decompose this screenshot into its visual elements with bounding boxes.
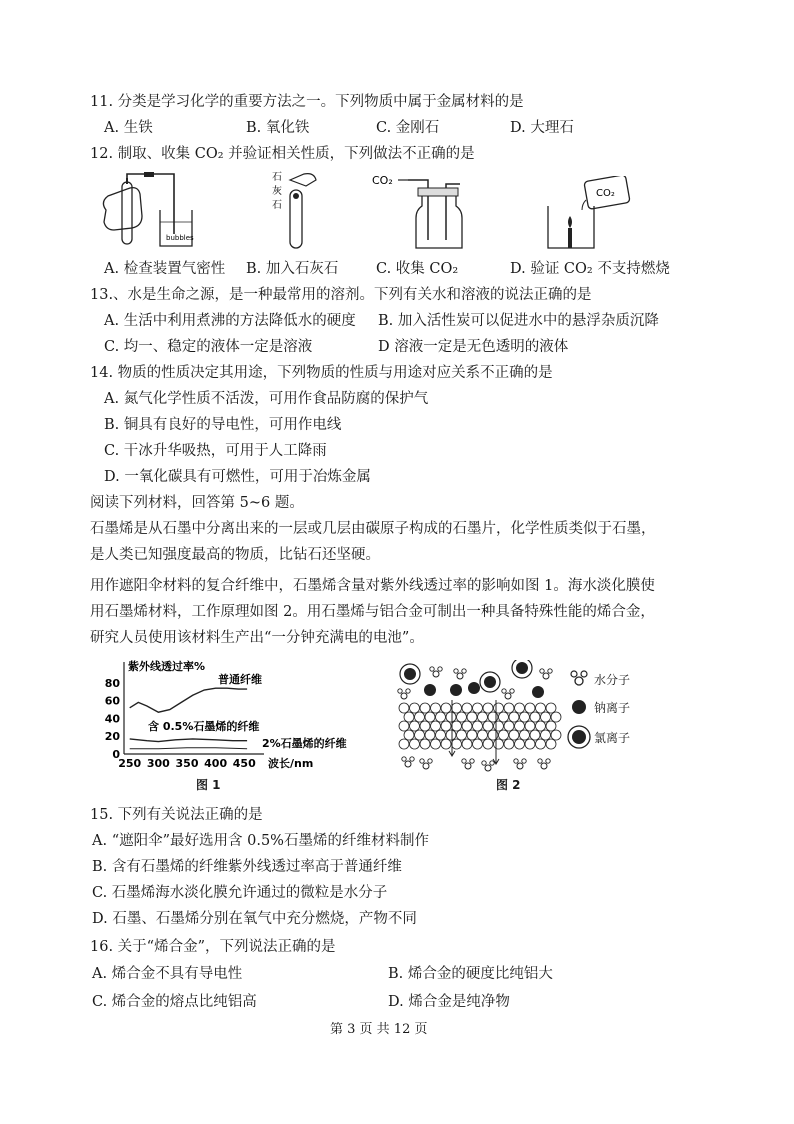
x-tick-label: 400 (204, 757, 228, 770)
graphene-cell (483, 703, 493, 713)
graphene-cell (452, 721, 462, 731)
graphene-cell (520, 712, 530, 722)
x-tick-label: 350 (175, 757, 199, 770)
water-molecule (485, 765, 491, 771)
graphene-cell (399, 721, 409, 731)
q15-option-c: C. 石墨烯海水淡化膜允许通过的微粒是水分子 (92, 885, 388, 901)
graphene-cell (420, 721, 430, 731)
series-label-3: 2%石墨烯的纤维 (262, 736, 347, 750)
sodium-ion (532, 686, 544, 698)
graphene-cell (399, 739, 409, 749)
graphene-cell (436, 730, 446, 740)
graphene-cell (546, 703, 556, 713)
q12-option-b: B. 加入石灰石 (246, 261, 339, 277)
graphene-cell (520, 730, 530, 740)
passage-p2-line3: 研究人员使用该材料生产出“一分钟充满电的电池”。 (90, 630, 424, 646)
svg-text:灰: 灰 (272, 186, 282, 197)
q11-option-a: A. 生铁 (104, 120, 153, 136)
graphene-cell (452, 703, 462, 713)
graphene-cell (494, 721, 504, 731)
graphene-cell (441, 739, 451, 749)
graphene-cell (525, 703, 535, 713)
graphene-cell (515, 739, 525, 749)
series-label-1: 普通纤维 (218, 672, 262, 686)
q12-option-c: C. 收集 CO₂ (376, 261, 459, 277)
add-limestone-figure (268, 166, 328, 252)
graphene-cell (494, 739, 504, 749)
y-tick-label: 0 (112, 748, 120, 761)
q13-option-b: B. 加入活性炭可以促进水中的悬浮杂质沉降 (378, 313, 659, 329)
q13-stem: 13.、水是生命之源，是一种最常用的溶剂。下列有关水和溶液的说法正确的是 (90, 287, 592, 303)
graphene-cell (515, 703, 525, 713)
passage-p2-line1: 用作遮阳伞材料的复合纤维中，石墨烯含量对紫外线透过率的影响如图 1。海水淡化膜使 (90, 578, 655, 594)
uv-transmittance-chart (96, 654, 386, 772)
graphene-cell (462, 703, 472, 713)
graphene-cell (420, 739, 430, 749)
graphene-cell (404, 730, 414, 740)
q16-stem: 16. 关于“烯合金”，下列说法正确的是 (90, 939, 336, 955)
graphene-cell (431, 703, 441, 713)
graphene-cell (536, 703, 546, 713)
fig-c-label: CO₂ (372, 174, 393, 187)
fig-d-label: CO₂ (596, 188, 615, 199)
graphene-cell (551, 712, 561, 722)
graphene-cell (536, 721, 546, 731)
y-tick-label: 60 (104, 694, 120, 708)
graphene-cell (467, 730, 477, 740)
graphene-cell (441, 721, 451, 731)
q11-stem: 11. 分类是学习化学的重要方法之一。下列物质中属于金属材料的是 (90, 94, 524, 110)
water-molecule (517, 763, 523, 769)
graphene-cell (457, 712, 467, 722)
y-axis-label: 紫外线透过率% (128, 660, 206, 673)
graphene-cell (441, 703, 451, 713)
sodium-ion (424, 684, 436, 696)
q12-option-d: D. 验证 CO₂ 不支持燃烧 (510, 261, 670, 277)
q11-option-d: D. 大理石 (510, 120, 574, 136)
graphene-cell (473, 739, 483, 749)
q15-option-d: D. 石墨、石墨烯分别在氧气中充分燃烧，产物不同 (92, 911, 417, 927)
graphene-cell (446, 730, 456, 740)
graphene-cell (541, 730, 551, 740)
graphene-cell (515, 721, 525, 731)
q14-option-d: D. 一氧化碳具有可燃性，可用于冶炼金属 (104, 469, 371, 485)
q16-option-a: A. 烯合金不具有导电性 (92, 966, 243, 982)
graphene-cell (504, 703, 514, 713)
q11-option-c: C. 金刚石 (376, 120, 440, 136)
graphene-cell (483, 721, 493, 731)
graphene-cell (509, 712, 519, 722)
water-molecule (543, 673, 549, 679)
graphene-cell (404, 712, 414, 722)
legend-water: 水分子 (594, 673, 631, 687)
graphene-cell (425, 730, 435, 740)
water-molecule (457, 673, 463, 679)
q11-option-b: B. 氧化铁 (246, 120, 310, 136)
chloride-ion-icon (566, 724, 592, 750)
desalination-membrane-figure (396, 660, 566, 778)
graphene-cell (436, 712, 446, 722)
q14-option-c: C. 干冰升华吸热，可用于人工降雨 (104, 443, 327, 459)
series-label-2: 含 0.5%石墨烯的纤维 (148, 720, 260, 733)
passage-p1-line2: 是人类已知强度最高的物质，比钻石还坚硬。 (90, 547, 380, 563)
water-molecule (465, 763, 471, 769)
graphene-cell (425, 712, 435, 722)
graphene-cell (478, 712, 488, 722)
q16-option-d: D. 烯合金是纯净物 (388, 994, 510, 1010)
legend-sodium: 钠离子 (594, 701, 631, 715)
graphene-cell (483, 739, 493, 749)
q14-option-a: A. 氮气化学性质不活泼，可用作食品防腐的保护气 (104, 391, 429, 407)
graphene-cell (415, 730, 425, 740)
collect-co2-figure (372, 170, 472, 252)
sodium-ion (450, 684, 462, 696)
water-molecule (433, 671, 439, 677)
water-molecule-icon (568, 668, 590, 690)
legend-chloride: 氯离子 (594, 731, 631, 745)
graphene-cell (457, 730, 467, 740)
graphene-cell (446, 712, 456, 722)
graphene-cell (462, 721, 472, 731)
graphene-cell (551, 730, 561, 740)
q13-option-c: C. 均一、稳定的液体一定是溶液 (104, 339, 313, 355)
x-tick-label: 300 (146, 757, 170, 770)
graphene-cell (541, 712, 551, 722)
graphene-cell (499, 712, 509, 722)
fig2-caption: 图 2 (496, 778, 521, 792)
series-line-2 (130, 739, 247, 742)
graphene-cell (525, 739, 535, 749)
graphene-cell (415, 712, 425, 722)
x-tick-label: 250 (118, 757, 142, 770)
fig-b-label: 石 (272, 172, 282, 183)
x-axis-label: 波长/nm (268, 757, 314, 770)
series-line-3 (130, 748, 247, 749)
q16-option-c: C. 烯合金的熔点比纯铝高 (92, 994, 257, 1010)
q12-stem: 12. 制取、收集 CO₂ 并验证相关性质，下列做法不正确的是 (90, 146, 475, 162)
co2-extinguish-figure (538, 176, 638, 252)
sodium-ion (468, 682, 480, 694)
graphene-cell (420, 703, 430, 713)
svg-text:bubbles: bubbles (166, 234, 194, 242)
y-tick-label: 20 (104, 730, 120, 744)
graphene-cell (399, 703, 409, 713)
series-line-1 (130, 688, 247, 712)
graphene-cell (452, 739, 462, 749)
graphene-cell (467, 712, 477, 722)
graphene-cell (494, 703, 504, 713)
graphene-cell (504, 721, 514, 731)
graphene-cell (530, 712, 540, 722)
q12-option-a: A. 检查装置气密性 (104, 261, 226, 277)
graphene-cell (499, 730, 509, 740)
passage-intro: 阅读下列材料，回答第 5~6 题。 (90, 495, 304, 511)
water-molecule (423, 763, 429, 769)
graphene-cell (525, 721, 535, 731)
graphene-cell (462, 739, 472, 749)
water-molecule (401, 693, 407, 699)
water-molecule (405, 761, 411, 767)
passage-p2-line2: 用石墨烯材料，工作原理如图 2。用石墨烯与铝合金可制出一种具备特殊性能的烯合金， (90, 604, 655, 620)
q16-option-b: B. 烯合金的硬度比纯铝大 (388, 966, 553, 982)
page-footer: 第 3 页 共 12 页 (330, 1022, 428, 1037)
graphene-cell (473, 703, 483, 713)
graphene-cell (410, 721, 420, 731)
water-molecule (505, 693, 511, 699)
graphene-cell (504, 739, 514, 749)
sodium-ion-icon (568, 696, 590, 718)
q14-option-b: B. 铜具有良好的导电性，可用作电线 (104, 417, 342, 433)
graphene-cell (536, 739, 546, 749)
graphene-cell (431, 739, 441, 749)
x-tick-label: 450 (232, 757, 256, 770)
q15-option-b: B. 含有石墨烯的纤维紫外线透过率高于普通纤维 (92, 859, 402, 875)
graphene-cell (546, 721, 556, 731)
svg-text:石: 石 (272, 200, 282, 211)
water-molecule (541, 763, 547, 769)
q15-option-a: A. “遮阳伞”最好选用含 0.5%石墨烯的纤维材料制作 (92, 833, 429, 849)
graphene-cell (473, 721, 483, 731)
fig1-caption: 图 1 (196, 778, 221, 792)
graphene-cell (410, 703, 420, 713)
q13-option-d: D 溶液一定是无色透明的液体 (378, 339, 569, 355)
airtightness-check-figure (96, 172, 206, 252)
graphene-cell (478, 730, 488, 740)
y-tick-label: 80 (104, 676, 120, 690)
q15-stem: 15. 下列有关说法正确的是 (90, 807, 263, 823)
graphene-cell (410, 739, 420, 749)
graphene-cell (546, 739, 556, 749)
q14-stem: 14. 物质的性质决定其用途，下列物质的性质与用途对应关系不正确的是 (90, 365, 553, 381)
graphene-cell (530, 730, 540, 740)
q13-option-a: A. 生活中利用煮沸的方法降低水的硬度 (104, 313, 356, 329)
graphene-cell (509, 730, 519, 740)
graphene-cell (431, 721, 441, 731)
passage-p1-line1: 石墨烯是从石墨中分离出来的一层或几层由碳原子构成的石墨片，化学性质类似于石墨， (90, 521, 656, 537)
y-tick-label: 40 (104, 712, 120, 726)
